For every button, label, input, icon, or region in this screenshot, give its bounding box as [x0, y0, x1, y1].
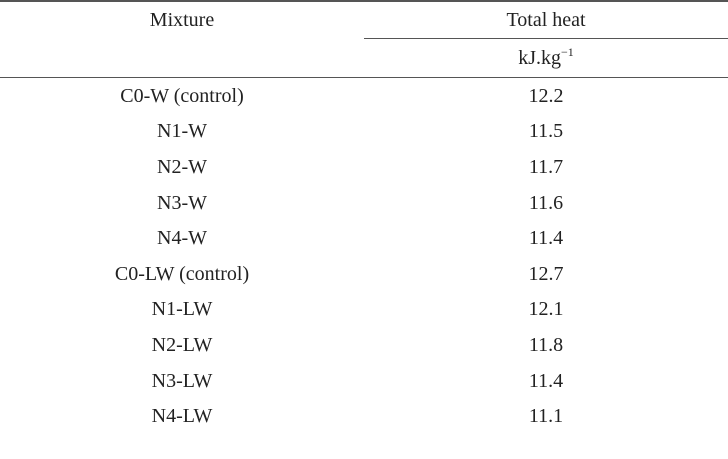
mixture-cell: N1-W — [157, 120, 207, 143]
table-row — [0, 149, 728, 185]
total-heat-cell: 12.7 — [528, 262, 564, 285]
mixture-cell: N4-LW — [151, 405, 213, 428]
mixture-cell: N3-W — [157, 191, 207, 214]
table-row — [0, 292, 728, 328]
total-heat-cell: 12.2 — [528, 84, 564, 107]
total-heat-cell: 11.1 — [528, 405, 564, 428]
unit-base: kJ.kg — [518, 47, 561, 69]
table-row — [0, 327, 728, 363]
table-row — [0, 363, 728, 399]
table-body — [0, 78, 728, 434]
mixture-cell: C0-LW (control) — [114, 262, 250, 285]
table-row — [0, 220, 728, 256]
header-row-top — [0, 1, 728, 39]
total-heat-cell: 12.1 — [528, 298, 564, 321]
table-row — [0, 256, 728, 292]
mixture-cell: N1-LW — [151, 298, 213, 321]
total-heat-cell: 11.5 — [528, 120, 564, 143]
total-heat-cell: 11.7 — [528, 155, 564, 178]
mixture-cell: N2-LW — [151, 333, 213, 356]
table-row — [0, 398, 728, 434]
header-mixture: Mixture — [0, 1, 364, 78]
total-heat-cell: 11.4 — [528, 369, 564, 392]
header-unit — [364, 39, 728, 78]
total-heat-cell: 11.6 — [528, 191, 564, 214]
table-row — [0, 185, 728, 221]
mixture-cell: N3-LW — [151, 369, 213, 392]
mixture-cell: N2-W — [157, 155, 207, 178]
header-total-heat: Total heat — [364, 1, 728, 39]
mixture-cell: C0-W (control) — [120, 84, 244, 107]
total-heat-cell: 11.8 — [528, 333, 564, 356]
unit-exponent: −1 — [561, 45, 574, 59]
table-row — [0, 78, 728, 114]
total-heat-cell: 11.4 — [528, 227, 564, 250]
mixture-cell: N4-W — [157, 227, 207, 250]
table-row — [0, 114, 728, 150]
table-header — [0, 1, 728, 78]
